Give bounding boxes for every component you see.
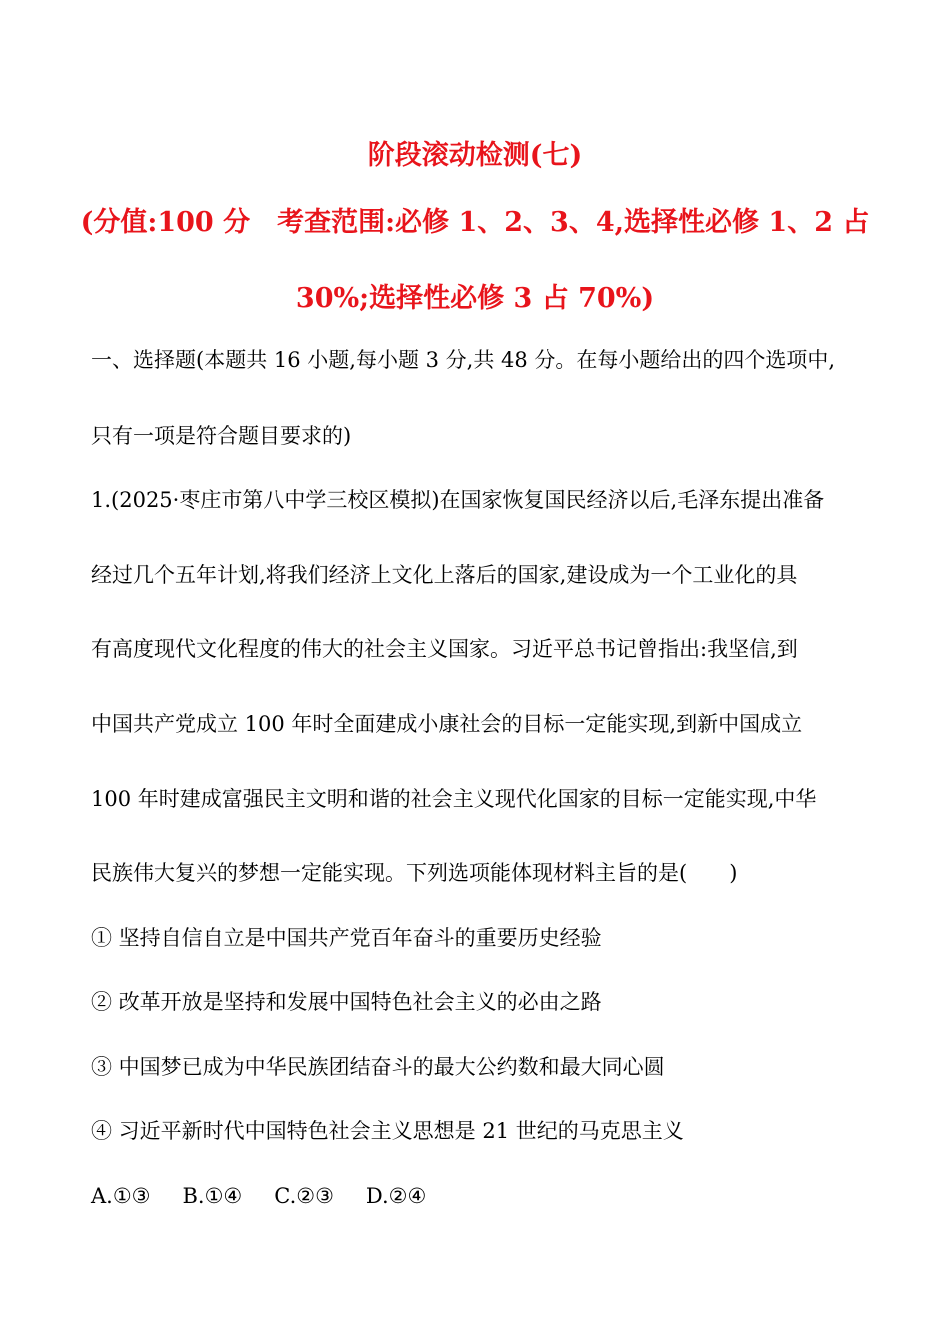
question-stem-line-6: 民族伟大复兴的梦想一定能实现。下列选项能体现材料主旨的是( ) xyxy=(91,861,738,885)
page-title: 阶段滚动检测(七) xyxy=(367,140,583,171)
question-stem-line-2: 经过几个五年计划,将我们经济上文化上落后的国家,建设成为一个工业化的具 xyxy=(91,563,798,587)
question-stem-line-3: 有高度现代文化程度的伟大的社会主义国家。习近平总书记曾指出:我坚信,到 xyxy=(91,637,798,661)
question-stem-line-4: 中国共产党成立 100 年时全面建成小康社会的目标一定能实现,到新中国成立 xyxy=(91,712,803,736)
question-stem-line-1: 1.(2025·枣庄市第八中学三校区模拟)在国家恢复国民经济以后,毛泽东提出准备 xyxy=(91,488,825,512)
subtitle-line-2: 30%;选择性必修 3 占 70%) xyxy=(295,283,655,314)
option-b[interactable]: B.①④ xyxy=(182,1184,243,1208)
statement-3: ③ 中国梦已成为中华民族团结奋斗的最大公约数和最大同心圆 xyxy=(91,1055,665,1079)
statement-4: ④ 习近平新时代中国特色社会主义思想是 21 世纪的马克思主义 xyxy=(91,1119,684,1143)
option-a[interactable]: A.①③ xyxy=(91,1184,151,1208)
subtitle-line-1: (分值:100 分 考查范围:必修 1、2、3、4,选择性必修 1、2 占 xyxy=(80,207,870,238)
statement-2: ② 改革开放是坚持和发展中国特色社会主义的必由之路 xyxy=(91,990,602,1014)
statement-1: ① 坚持自信自立是中国共产党百年奋斗的重要历史经验 xyxy=(91,926,602,950)
option-c[interactable]: C.②③ xyxy=(274,1184,334,1208)
answer-options xyxy=(91,1181,426,1211)
section-instruction-line-1: 一、选择题(本题共 16 小题,每小题 3 分,共 48 分。在每小题给出的四个选项中, xyxy=(91,348,836,372)
option-d[interactable]: D.②④ xyxy=(365,1184,427,1208)
question-stem-line-5: 100 年时建成富强民主文明和谐的社会主义现代化国家的目标一定能实现,中华 xyxy=(91,787,817,811)
section-instruction-line-2: 只有一项是符合题目要求的) xyxy=(91,424,352,448)
